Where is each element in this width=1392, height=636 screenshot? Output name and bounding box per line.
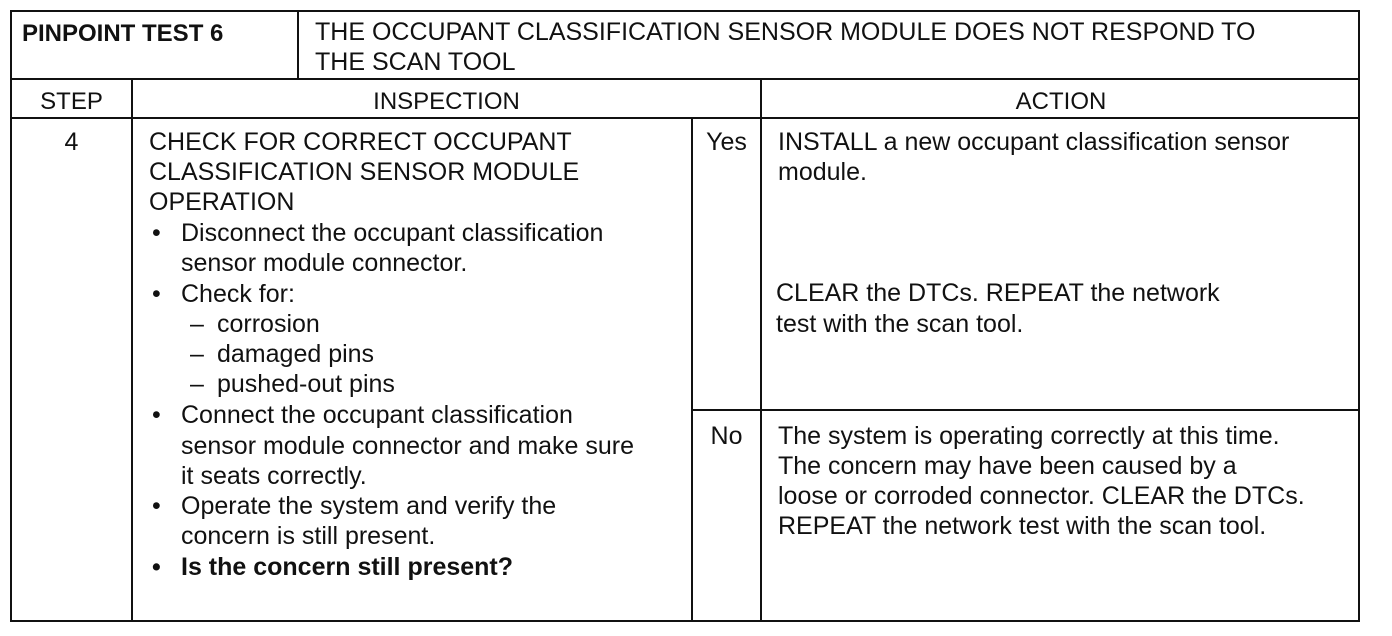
no-action-line: The system is operating correctly at this time. xyxy=(778,422,1280,450)
yes-action-line: INSTALL a new occupant classification sensor xyxy=(778,128,1290,156)
bullet-text: sensor module connector and make sure xyxy=(181,432,635,460)
test-label: PINPOINT TEST 6 xyxy=(22,20,224,47)
inspection-column-header: INSPECTION xyxy=(373,88,520,115)
no-action-line: REPEAT the network test with the scan tool. xyxy=(778,512,1267,540)
bullet-icon: • xyxy=(152,219,161,247)
action-column-line xyxy=(760,79,762,622)
dash-icon: – xyxy=(190,370,204,398)
dash-text: pushed-out pins xyxy=(217,370,395,398)
test-title-line2: THE SCAN TOOL xyxy=(315,48,516,76)
inspection-heading-line: OPERATION xyxy=(149,188,295,216)
inspection-heading-line: CLASSIFICATION SENSOR MODULE xyxy=(149,158,580,186)
bullet-text: Connect the occupant classification xyxy=(181,401,573,429)
bullet-icon: • xyxy=(152,280,161,308)
step-column-header: STEP xyxy=(40,88,103,115)
bullet-text: Disconnect the occupant classification xyxy=(181,219,604,247)
bullet-icon: • xyxy=(152,492,161,520)
column-header-divider xyxy=(10,117,1360,119)
no-action-line: The concern may have been caused by a xyxy=(778,452,1237,480)
bullet-text: sensor module connector. xyxy=(181,249,468,277)
bullet-icon: • xyxy=(152,553,161,581)
test-title-line1: THE OCCUPANT CLASSIFICATION SENSOR MODULE DOES NOT RESPOND TO xyxy=(315,18,1256,46)
bullet-icon: • xyxy=(152,401,161,429)
dash-icon: – xyxy=(190,340,204,368)
bullet-text: it seats correctly. xyxy=(181,462,367,490)
yes-action-line: module. xyxy=(778,158,867,186)
bullet-text: Operate the system and verify the xyxy=(181,492,557,520)
no-label: No xyxy=(710,422,743,450)
question-text: Is the concern still present? xyxy=(181,553,514,581)
header-divider xyxy=(10,78,1360,80)
inspection-heading-line: CHECK FOR CORRECT OCCUPANT xyxy=(149,128,572,156)
dash-text: corrosion xyxy=(217,310,320,338)
inspection-answer-line xyxy=(691,118,693,622)
step-column-line xyxy=(131,79,133,622)
step-number: 4 xyxy=(64,128,79,156)
no-action-line: loose or corroded connector. CLEAR the DTCs. xyxy=(778,482,1305,510)
dash-icon: – xyxy=(190,310,204,338)
bullet-text: Check for: xyxy=(181,280,295,308)
dash-text: damaged pins xyxy=(217,340,375,368)
bullet-text: concern is still present. xyxy=(181,522,436,550)
yes-no-divider xyxy=(692,409,1360,411)
yes-label: Yes xyxy=(706,128,747,156)
yes-action-line: CLEAR the DTCs. REPEAT the network xyxy=(776,279,1220,307)
header-split-line xyxy=(297,10,299,79)
action-column-header: ACTION xyxy=(1015,88,1107,115)
yes-action-line: test with the scan tool. xyxy=(776,310,1024,338)
